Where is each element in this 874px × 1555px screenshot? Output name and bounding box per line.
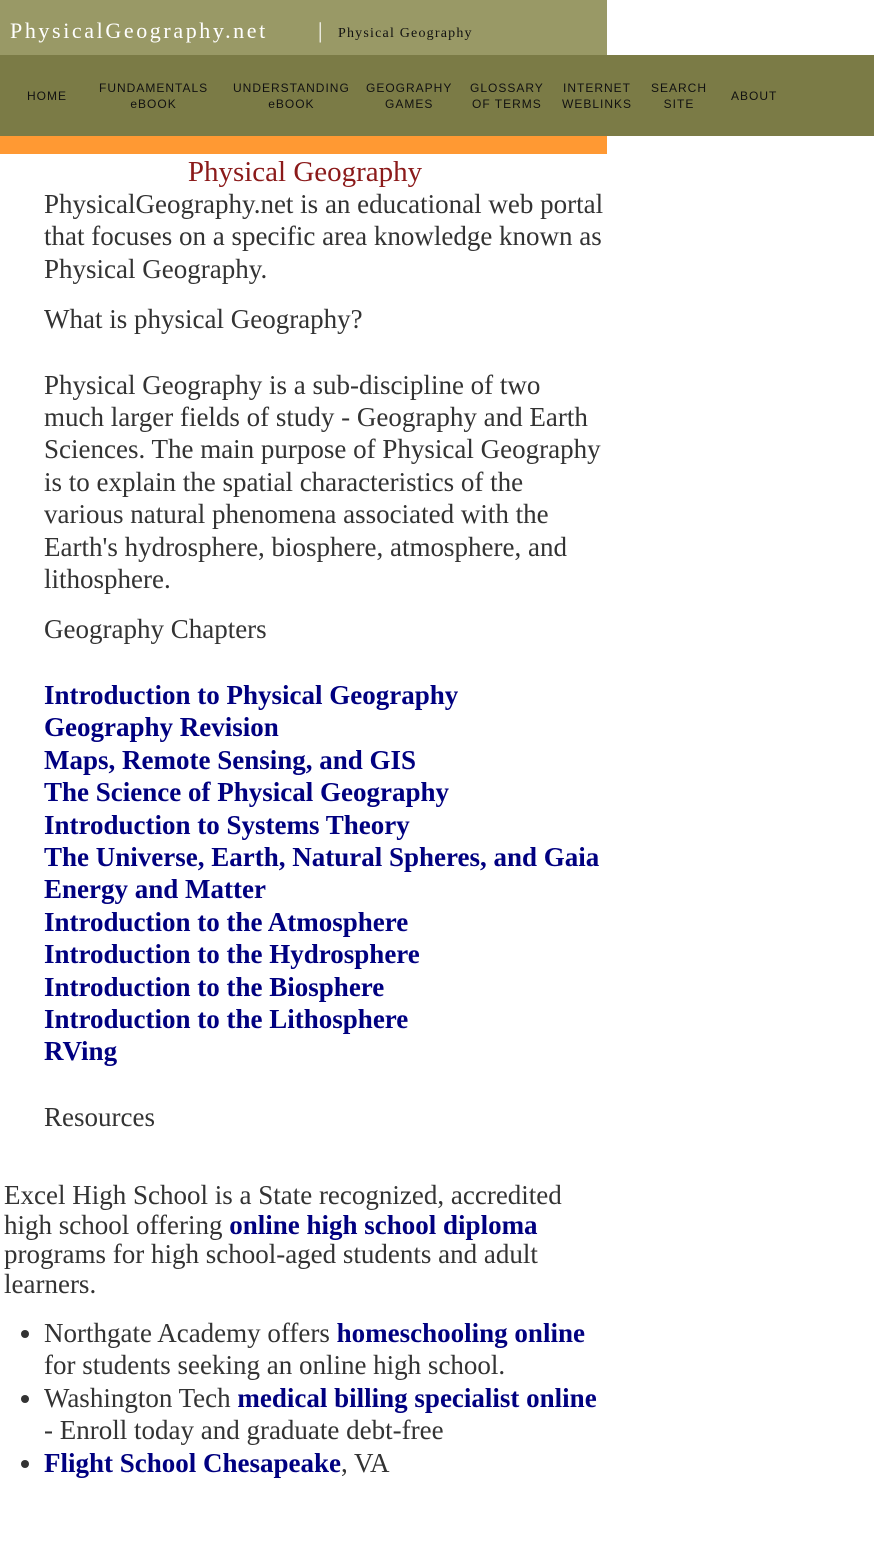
nav-search-site[interactable] <box>651 80 707 112</box>
medical-billing-link[interactable]: medical billing specialist online <box>237 1382 597 1413</box>
ad-text-after: , VA <box>341 1447 390 1478</box>
nav-label-line2: WEBLINKS <box>562 97 633 111</box>
nav-label-line2: eBOOK <box>268 97 315 111</box>
nav-label-line1: UNDERSTANDING <box>233 81 350 95</box>
chapter-link[interactable]: RVing <box>44 1036 118 1067</box>
excel-text-before: Excel High School is a State recognized, accredited high school offering <box>4 1180 562 1240</box>
nav-label-line1: FUNDAMENTALS <box>99 81 209 95</box>
nav-glossary[interactable] <box>470 80 544 112</box>
list-item <box>44 1447 600 1479</box>
flight-school-link[interactable]: Flight School Chesapeake <box>44 1447 342 1478</box>
chapter-link[interactable]: The Science of Physical Geography <box>44 777 449 808</box>
nav-internet-weblinks[interactable] <box>562 80 632 112</box>
chapter-link[interactable]: Introduction to the Hydrosphere <box>44 939 420 970</box>
nav-label-line2: SITE <box>663 97 695 111</box>
chapter-link[interactable]: Introduction to the Lithosphere <box>44 1003 409 1034</box>
site-title-link[interactable]: PhysicalGeography.net <box>10 18 268 43</box>
chapter-link[interactable]: Introduction to Physical Geography <box>44 679 459 710</box>
ad-text-after: - Enroll today and graduate debt-free <box>44 1415 444 1446</box>
nav-fundamentals-ebook[interactable] <box>99 80 208 112</box>
nav-about-label: ABOUT <box>731 89 778 103</box>
chapters-heading: Geography Chapters <box>44 614 267 645</box>
nav-label-line1: SEARCH <box>651 81 708 95</box>
nav-label-line1: GEOGRAPHY <box>366 81 453 95</box>
nav-label-line2: eBOOK <box>130 97 177 111</box>
nav-home-label: HOME <box>27 89 67 103</box>
nav-home[interactable] <box>27 88 67 104</box>
resources-heading: Resources <box>44 1101 155 1132</box>
main-nav <box>0 55 874 136</box>
accent-bar <box>0 136 607 154</box>
excel-text-after: programs for high school-aged students and adult learners. <box>4 1239 538 1299</box>
chapter-link[interactable]: Geography Revision <box>44 712 279 743</box>
chapter-link[interactable]: Introduction to Systems Theory <box>44 809 410 840</box>
site-subtitle: Physical Geography <box>338 26 473 41</box>
nav-label-line1: INTERNET <box>563 81 631 95</box>
excel-ad-paragraph <box>4 1181 604 1299</box>
intro-paragraph: PhysicalGeography.net is an educational web portal that focuses on a specific area knowledge known as Physical Geography. <box>44 189 604 284</box>
chapter-link[interactable]: Energy and Matter <box>44 874 266 905</box>
ad-text-after: for students seeking an online high school. <box>44 1350 506 1381</box>
online-diploma-link[interactable]: online high school diploma <box>229 1209 538 1240</box>
chapter-link[interactable]: Introduction to the Biosphere <box>44 971 385 1002</box>
main-content <box>44 188 604 1133</box>
ad-text-before: Washington Tech <box>44 1382 238 1413</box>
chapter-link[interactable]: The Universe, Earth, Natural Spheres, and Gaia <box>44 841 600 872</box>
site-header <box>0 0 607 55</box>
ad-text-before: Northgate Academy offers <box>44 1318 337 1348</box>
definition-paragraph: Physical Geography is a sub-discipline of two much larger fields of study - Geography and Earth Sciences. The main purpose of Physical Geography is to explain the spatial characteristics of the various natural phenomena associated with the Earth's hydrosphere, biosphere, atmosphere, and lithosphere. <box>44 369 601 595</box>
nav-label-line2: OF TERMS <box>472 97 542 111</box>
chapter-link[interactable]: Maps, Remote Sensing, and GIS <box>44 744 417 775</box>
chapter-link[interactable]: Introduction to the Atmosphere <box>44 906 409 937</box>
what-is-heading: What is physical Geography? <box>44 304 363 335</box>
list-item <box>44 1317 600 1382</box>
nav-about[interactable] <box>731 88 777 104</box>
nav-label-line1: GLOSSARY <box>470 81 544 95</box>
title-separator: | <box>318 18 323 43</box>
list-item <box>44 1382 600 1447</box>
chapter-list <box>44 679 604 1068</box>
nav-understanding-ebook[interactable] <box>233 80 350 112</box>
homeschooling-link[interactable]: homeschooling online <box>336 1318 585 1348</box>
nav-label-line2: GAMES <box>385 97 434 111</box>
nav-geography-games[interactable] <box>366 80 452 112</box>
page-title: Physical Geography <box>187 156 423 188</box>
sponsor-list <box>0 1317 600 1479</box>
